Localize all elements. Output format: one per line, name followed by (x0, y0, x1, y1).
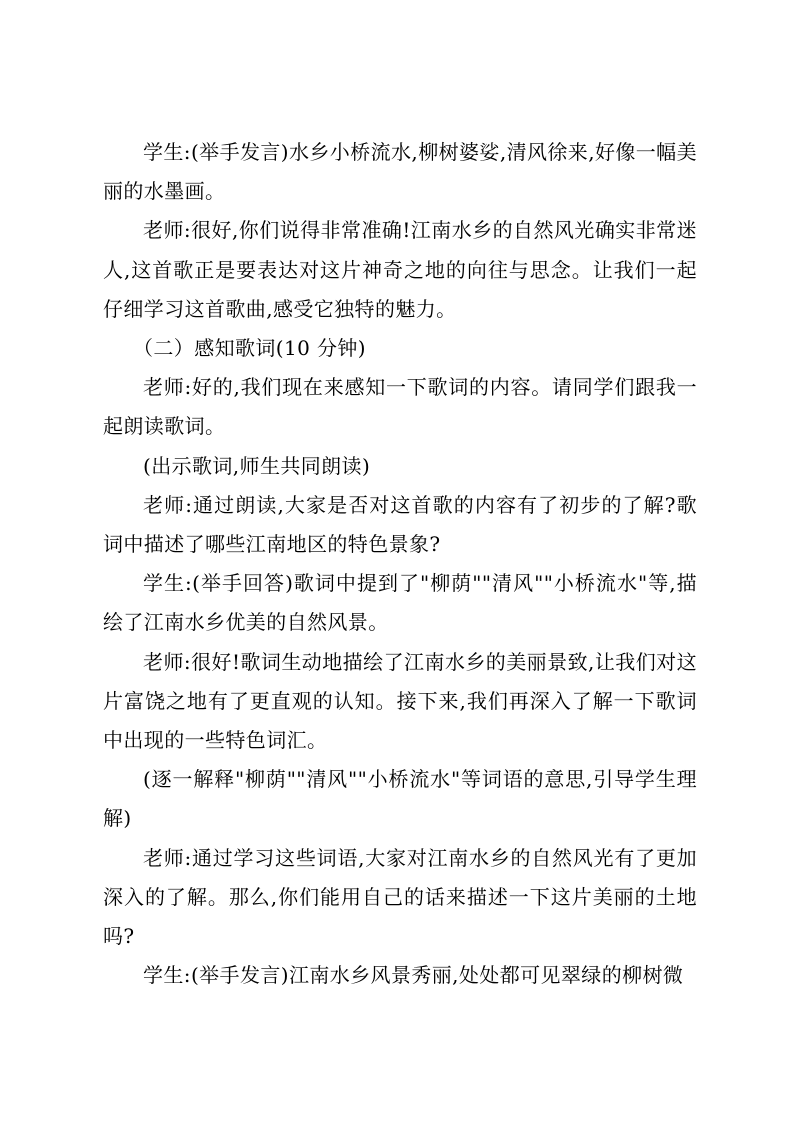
paragraph-teacher-question: 老师:通过朗读,大家是否对这首歌的内容有了初步的了解?歌词中描述了哪些江南地区的特色景象? (103, 492, 697, 557)
paragraph-student-response-2: 学生:(举手回答)歌词中提到了"柳荫""清风""小桥流水"等,描绘了江南水乡优美的自然风景。 (103, 571, 697, 635)
paragraph-stage-direction-1: (出示歌词,师生共同朗读) (143, 453, 371, 478)
paragraph-teacher-remark-1: 老师:很好,你们说得非常准确!江南水乡的自然风光确实非常迷人,这首歌正是要表达对这片神奇之地的向往与思念。让我们一起仔细学习这首歌曲,感受它独特的魅力。 (103, 218, 697, 321)
document-body (103, 133, 697, 995)
paragraph-teacher-remark-4: 老师:通过学习这些词语,大家对江南水乡的自然风光有了更加深入的了解。那么,你们能用自己的话来描述一下这片美丽的土地吗? (103, 845, 697, 949)
section-heading-lyrics: （二）感知歌词(10 分钟) (133, 336, 367, 361)
paragraph-teacher-remark-3: 老师:很好!歌词生动地描绘了江南水乡的美丽景致,让我们对这片富饶之地有了更直观的认知。接下来,我们再深入了解一下歌词中出现的一些特色词汇。 (103, 649, 697, 753)
paragraph-student-response-1: 学生:(举手发言)水乡小桥流水,柳树婆娑,清风徐来,好像一幅美丽的水墨画。 (103, 140, 697, 204)
paragraph-student-response-3: 学生:(举手发言)江南水乡风景秀丽,处处都可见翠绿的柳树微 (143, 963, 684, 988)
paragraph-stage-direction-2: (逐一解释"柳荫""清风""小桥流水"等词语的意思,引导学生理解) (103, 767, 697, 831)
paragraph-teacher-remark-2: 老师:好的,我们现在来感知一下歌词的内容。请同学们跟我一起朗读歌词。 (103, 375, 697, 439)
